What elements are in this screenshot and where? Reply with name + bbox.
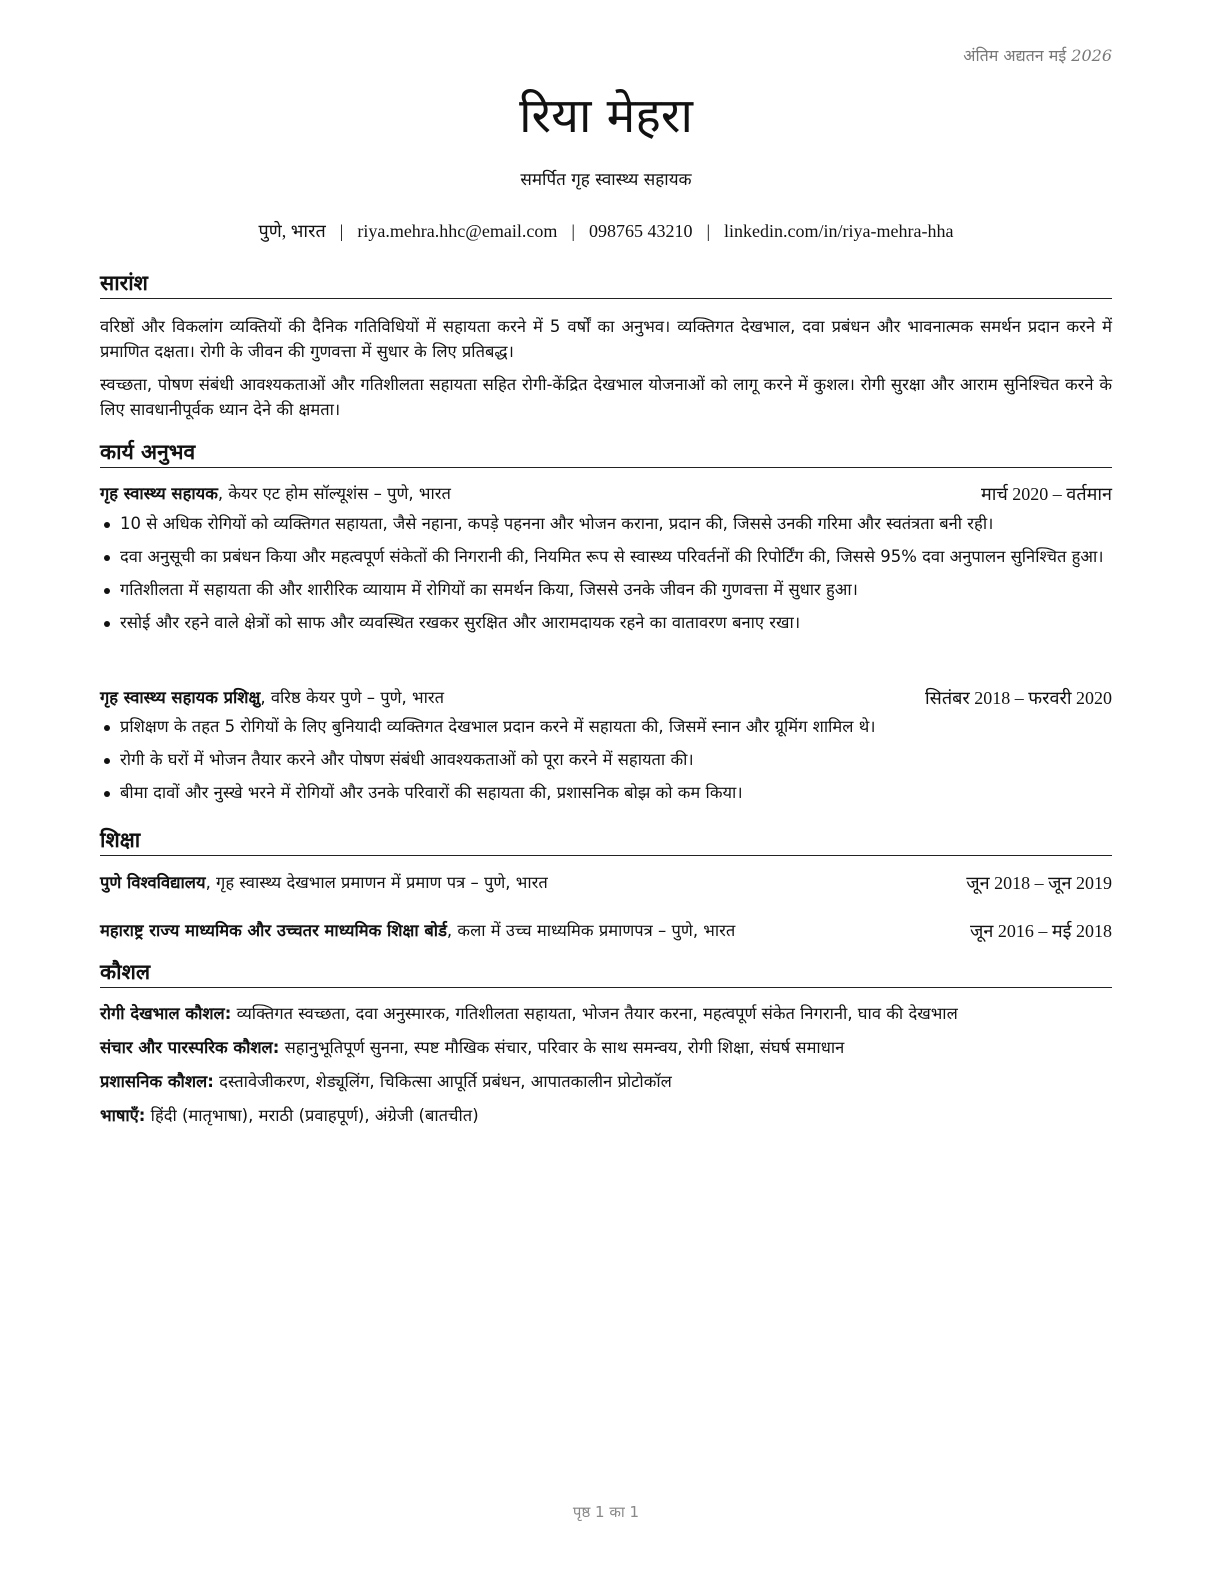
job-bullets (100, 512, 1112, 644)
last-updated (963, 44, 1112, 66)
section-title-summary: सारांश (100, 270, 1112, 299)
contact-email[interactable]: riya.mehra.hhc@email.com (357, 221, 558, 241)
job-org: , वरिष्ठ केयर पुणे – पुणे, भारत (260, 688, 445, 707)
contact-separator: | (571, 221, 575, 241)
skill-value: व्यक्तिगत स्वच्छता, दवा अनुस्मारक, गतिशीलता सहायता, भोजन तैयार करना, महत्वपूर्ण संकेत निगरानी, घाव की देखभाल (231, 1004, 958, 1023)
list-item: गतिशीलता में सहायता की और शारीरिक व्यायाम में रोगियों का समर्थन किया, जिससे उनके जीवन की गुणवत्ता में सुधार हुआ। (100, 578, 1112, 602)
candidate-name: रिया मेहरा (519, 88, 693, 144)
skill-line (100, 1002, 1112, 1026)
contact-separator: | (706, 221, 711, 241)
candidate-subtitle: समर्पित गृह स्वास्थ्य सहायक (520, 170, 692, 190)
skill-label: रोगी देखभाल कौशल: (100, 1004, 232, 1023)
job-role: गृह स्वास्थ्य सहायक (100, 484, 218, 503)
job-title-line (100, 482, 451, 506)
education-line (100, 919, 735, 943)
list-item: दवा अनुसूची का प्रबंधन किया और महत्वपूर्ण संकेतों की निगरानी की, नियमित रूप से स्वास्थ्य परिवर्तनों की रिपोर्टिंग की, जिससे 95% दवा अनुपालन सुनिश्चित हुआ। (100, 545, 1112, 569)
skill-line (100, 1070, 1112, 1094)
education-detail: , गृह स्वास्थ्य देखभाल प्रमाणन में प्रमाण पत्र – पुणे, भारत (205, 873, 548, 892)
job-bullets (100, 715, 1112, 814)
skill-label: प्रशासनिक कौशल: (100, 1072, 214, 1091)
skill-line (100, 1036, 1112, 1060)
skill-line (100, 1104, 1112, 1128)
contact-location: पुणे, भारत (258, 221, 326, 241)
last-updated-prefix: अंतिम अद्यतन मई (963, 46, 1067, 65)
job-date: सितंबर 2018 – फरवरी 2020 (924, 688, 1112, 708)
resume-page (100, 0, 1112, 1584)
education-school: पुणे विश्वविद्यालय (100, 873, 206, 892)
section-title-experience: कार्य अनुभव (100, 439, 1112, 468)
education-date: जून 2018 – जून 2019 (966, 873, 1112, 893)
education-item (100, 919, 1112, 943)
job-role: गृह स्वास्थ्य सहायक प्रशिक्षु (100, 688, 261, 707)
section-title-education: शिक्षा (100, 827, 1112, 856)
page-number: पृष्ठ 1 का 1 (572, 1503, 640, 1521)
job-header (100, 482, 1112, 506)
skill-label: संचार और पारस्परिक कौशल: (100, 1038, 280, 1057)
summary-paragraph: स्वच्छता, पोषण संबंधी आवश्यकताओं और गतिशीलता सहायता सहित रोगी-केंद्रित देखभाल योजनाओं को लागू करने में कुशल। रोगी सुरक्षा और आराम सुनिश्चित करने के लिए सावधानीपूर्वक ध्यान देने की क्षमता। (100, 375, 1112, 419)
list-item: प्रशिक्षण के तहत 5 रोगियों के लिए बुनियादी व्यक्तिगत देखभाल प्रदान करने में सहायता की, जिसमें स्नान और ग्रूमिंग शामिल थे। (100, 715, 1112, 739)
skill-value: सहानुभूतिपूर्ण सुनना, स्पष्ट मौखिक संचार, परिवार के साथ समन्वय, रोगी शिक्षा, संघर्ष समाधान (279, 1038, 845, 1057)
skill-label: भाषाएँ: (100, 1106, 146, 1125)
education-line (100, 871, 548, 895)
job-date: मार्च 2020 – वर्तमान (980, 484, 1112, 504)
section-title-skills: कौशल (100, 959, 1112, 988)
contact-linkedin[interactable]: linkedin.com/in/riya-mehra-hha (724, 221, 954, 241)
contact-line (100, 219, 1112, 243)
education-item (100, 871, 1112, 895)
list-item: रसोई और रहने वाले क्षेत्रों को साफ और व्यवस्थित रखकर सुरक्षित और आरामदायक रहने का वातावरण बनाए रखा। (100, 611, 1112, 635)
list-item: बीमा दावों और नुस्खे भरने में रोगियों और उनके परिवारों की सहायता की, प्रशासनिक बोझ को कम किया। (100, 781, 1112, 805)
contact-phone: 098765 43210 (588, 221, 693, 241)
last-updated-year: 2026 (1071, 46, 1112, 65)
education-date: जून 2016 – मई 2018 (970, 921, 1112, 941)
job-org: , केयर एट होम सॉल्यूशंस – पुणे, भारत (217, 484, 451, 503)
job-title-line (100, 686, 444, 710)
education-school: महाराष्ट्र राज्य माध्यमिक और उच्चतर माध्यमिक शिक्षा बोर्ड (100, 921, 447, 940)
contact-separator: | (339, 221, 344, 241)
summary-paragraph: वरिष्ठों और विकलांग व्यक्तियों की दैनिक गतिविधियों में सहायता करने में 5 वर्षों का अनुभव। व्यक्तिगत देखभाल, दवा प्रबंधन और भावनात्मक समर्थन प्रदान करने में प्रमाणित दक्षता। रोगी के जीवन की गुणवत्ता में सुधार के लिए प्रतिबद्ध। (100, 317, 1112, 361)
job-header (100, 686, 1112, 710)
list-item: 10 से अधिक रोगियों को व्यक्तिगत सहायता, जैसे नहाना, कपड़े पहनना और भोजन कराना, प्रदान की, जिससे उनकी गरिमा और स्वतंत्रता बनी रही। (100, 512, 1112, 536)
list-item: रोगी के घरों में भोजन तैयार करने और पोषण संबंधी आवश्यकताओं को पूरा करने में सहायता की। (100, 748, 1112, 772)
education-detail: , कला में उच्च माध्यमिक प्रमाणपत्र – पुणे, भारत (446, 921, 736, 940)
skill-value: दस्तावेजीकरण, शेड्यूलिंग, चिकित्सा आपूर्ति प्रबंधन, आपातकालीन प्रोटोकॉल (213, 1072, 672, 1091)
skill-value: हिंदी (मातृभाषा), मराठी (प्रवाहपूर्ण), अंग्रेजी (बातचीत) (145, 1106, 479, 1125)
